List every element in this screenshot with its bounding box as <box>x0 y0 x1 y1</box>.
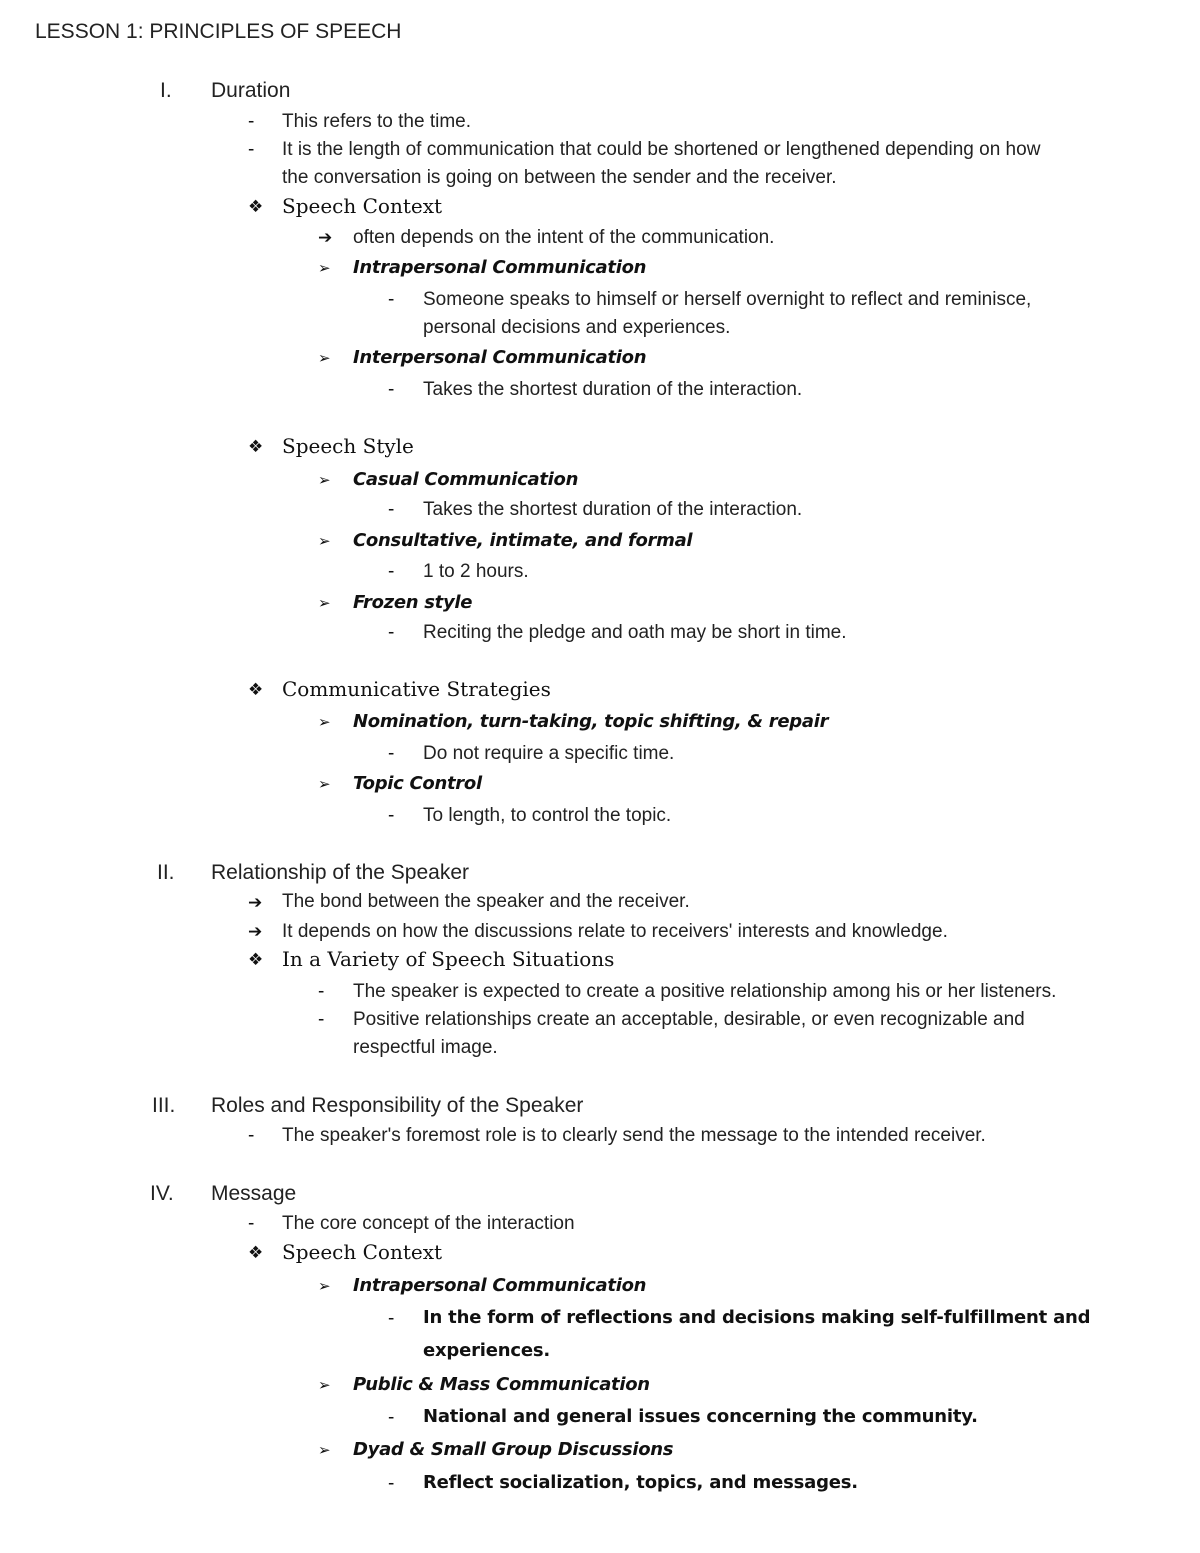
public-mass-desc: National and general issues concerning the community. <box>423 1406 978 1427</box>
item-intrapersonal-communication: Intrapersonal Communication <box>353 257 647 278</box>
variety-point-2-line-2: respectful image. <box>353 1037 498 1058</box>
triangle-bullet-icon: ➢ <box>318 472 331 489</box>
bullet-dash: - <box>388 379 395 400</box>
item-interpersonal-communication: Interpersonal Communication <box>353 347 647 368</box>
speech-context-note: often depends on the intent of the communication. <box>353 227 775 248</box>
bullet-dash: - <box>388 743 395 764</box>
interpersonal-desc: Takes the shortest duration of the interaction. <box>423 379 803 400</box>
arrow-bullet-icon: ➔ <box>248 893 263 912</box>
nomination-desc: Do not require a specific time. <box>423 743 675 764</box>
item-casual-communication: Casual Communication <box>353 469 579 490</box>
section-heading-duration: Duration <box>211 79 291 102</box>
bullet-dash: - <box>248 139 255 160</box>
triangle-bullet-icon: ➢ <box>318 1377 331 1394</box>
topic-control-desc: To length, to control the topic. <box>423 805 672 826</box>
diamond-bullet-icon: ❖ <box>248 437 264 456</box>
diamond-bullet-icon: ❖ <box>248 950 264 969</box>
intrapersonal-desc-line-2: personal decisions and experiences. <box>423 317 731 338</box>
triangle-bullet-icon: ➢ <box>318 1278 331 1295</box>
dyad-desc: Reflect socialization, topics, and messages. <box>423 1472 858 1493</box>
triangle-bullet-icon: ➢ <box>318 776 331 793</box>
relationship-point-2: It depends on how the discussions relate to receivers' interests and knowledge. <box>282 921 948 942</box>
intrapersonal-desc-line-1: Someone speaks to himself or herself overnight to reflect and reminisce, <box>423 289 1032 310</box>
bullet-dash: - <box>388 1473 395 1494</box>
arrow-bullet-icon: ➔ <box>318 228 333 247</box>
diamond-bullet-icon: ❖ <box>248 680 264 699</box>
bullet-dash: - <box>388 1407 395 1428</box>
duration-bullet-2-line-2: the conversation is going on between the sender and the receiver. <box>282 167 837 188</box>
triangle-bullet-icon: ➢ <box>318 533 331 550</box>
roles-point-1: The speaker's foremost role is to clearly send the message to the intended receiver. <box>282 1125 986 1146</box>
section-heading-relationship: Relationship of the Speaker <box>211 861 469 884</box>
bullet-dash: - <box>388 561 395 582</box>
section-numeral-3: III. <box>152 1094 176 1117</box>
arrow-bullet-icon: ➔ <box>248 922 263 941</box>
bullet-dash: - <box>248 111 255 132</box>
triangle-bullet-icon: ➢ <box>318 260 331 277</box>
relationship-point-1: The bond between the speaker and the receiver. <box>282 891 690 912</box>
bullet-dash: - <box>248 1213 255 1234</box>
bullet-dash: - <box>388 289 395 310</box>
triangle-bullet-icon: ➢ <box>318 350 331 367</box>
variety-point-2-line-1: Positive relationships create an acceptable, desirable, or even recognizable and <box>353 1009 1025 1030</box>
bullet-dash: - <box>318 981 325 1002</box>
section-numeral-1: I. <box>160 79 172 102</box>
bullet-dash: - <box>388 805 395 826</box>
triangle-bullet-icon: ➢ <box>318 1442 331 1459</box>
item-intrapersonal-communication-2: Intrapersonal Communication <box>353 1275 647 1296</box>
triangle-bullet-icon: ➢ <box>318 595 331 612</box>
bullet-dash: - <box>318 1009 325 1030</box>
section-heading-roles: Roles and Responsibility of the Speaker <box>211 1094 584 1117</box>
page-title: LESSON 1: PRINCIPLES OF SPEECH <box>35 20 402 43</box>
duration-bullet-2-line-1: It is the length of communication that could be shortened or lengthened depending on how <box>282 139 1041 160</box>
item-dyad-small-group: Dyad & Small Group Discussions <box>353 1439 674 1460</box>
diamond-bullet-icon: ❖ <box>248 197 264 216</box>
subheading-speech-style: Speech Style <box>282 434 414 458</box>
section-heading-message: Message <box>211 1182 297 1205</box>
bullet-dash: - <box>248 1125 255 1146</box>
casual-desc: Takes the shortest duration of the interaction. <box>423 499 803 520</box>
item-consultative: Consultative, intimate, and formal <box>353 530 693 551</box>
subheading-variety-of-situations: In a Variety of Speech Situations <box>282 947 615 971</box>
message-intrapersonal-line-2: experiences. <box>423 1340 551 1361</box>
triangle-bullet-icon: ➢ <box>318 714 331 731</box>
section-numeral-2: II. <box>157 861 175 884</box>
item-topic-control: Topic Control <box>353 773 482 794</box>
frozen-desc: Reciting the pledge and oath may be short in time. <box>423 622 847 643</box>
variety-point-1: The speaker is expected to create a positive relationship among his or her listeners. <box>353 981 1057 1002</box>
message-point-1: The core concept of the interaction <box>282 1213 575 1234</box>
duration-bullet-1: This refers to the time. <box>282 111 472 132</box>
consultative-desc: 1 to 2 hours. <box>423 561 529 582</box>
diamond-bullet-icon: ❖ <box>248 1243 264 1262</box>
item-frozen-style: Frozen style <box>353 592 473 613</box>
subheading-speech-context: Speech Context <box>282 194 443 218</box>
bullet-dash: - <box>388 1308 395 1329</box>
item-nomination: Nomination, turn-taking, topic shifting, & repair <box>353 711 829 732</box>
subheading-communicative-strategies: Communicative Strategies <box>282 677 551 701</box>
item-public-mass-communication: Public & Mass Communication <box>353 1374 650 1395</box>
message-intrapersonal-line-1: In the form of reflections and decisions making self-fulfillment and <box>423 1307 1091 1328</box>
bullet-dash: - <box>388 499 395 520</box>
section-numeral-4: IV. <box>150 1182 174 1205</box>
subheading-speech-context-2: Speech Context <box>282 1240 443 1264</box>
bullet-dash: - <box>388 622 395 643</box>
